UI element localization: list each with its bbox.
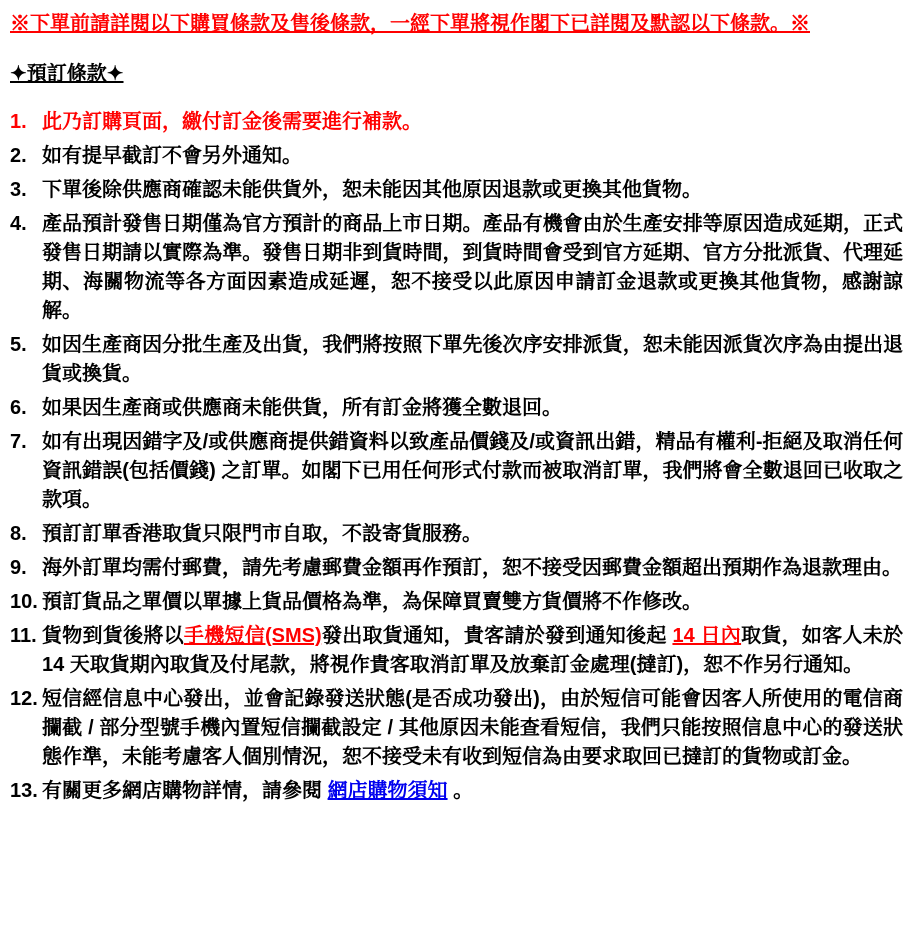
term-segment: 下單後除供應商確認未能供貨外，恕未能因其他原因退款或更換其他貨物。: [42, 179, 702, 201]
terms-list: [8, 108, 903, 806]
term-number: 13.: [10, 780, 38, 802]
term-text: [42, 397, 562, 419]
term-text: [42, 591, 702, 613]
term-segment: 。: [447, 780, 474, 802]
term-number: 4.: [10, 213, 27, 235]
term-item: [8, 331, 903, 389]
term-item: [8, 520, 903, 549]
term-text: [42, 145, 302, 167]
term-number: 5.: [10, 334, 27, 356]
term-number: 6.: [10, 397, 27, 419]
term-segment: 如有出現因錯字及/或供應商提供錯資料以致產品價錢及/或資訊出錯，精品有權利-拒絕及取消任何資訊錯誤(包括價錢) 之訂單。如閣下已用任何形式付款而被取消訂單，我們將會全數退回已收取之款項。: [42, 431, 903, 511]
term-text: [42, 179, 702, 201]
store-shopping-notice-link[interactable]: 網店購物須知: [327, 780, 448, 802]
term-item: [8, 210, 903, 326]
term-segment: 短信經信息中心發出，並會記錄發送狀態(是否成功發出)，由於短信可能會因客人所使用的電信商攔截 / 部分型號手機內置短信攔截設定 / 其他原因未能查看短信，我們只能按照信息中心的發送狀態作準，未能考慮客人個別情況，恕不接受未有收到短信為由要求取回已撻訂的貨物或訂金。: [42, 688, 903, 768]
term-text: [42, 557, 902, 579]
term-text: [42, 111, 422, 133]
term-segment: 貨物到貨後將以: [42, 625, 184, 647]
term-item: [8, 554, 903, 583]
term-number: 10.: [10, 591, 38, 613]
highlight-red-text: 14 日內: [672, 625, 742, 647]
term-item: [8, 777, 903, 806]
term-number: 1.: [10, 111, 27, 133]
term-number: 12.: [10, 688, 38, 710]
purchase-warning-heading: ※下單前請詳閱以下購買條款及售後條款，一經下單將視作閣下已詳閱及默認以下條款。※: [10, 13, 810, 35]
term-text: [42, 431, 903, 511]
term-number: 9.: [10, 557, 27, 579]
term-item: [8, 685, 903, 772]
term-segment: 發出取貨通知，貴客請於發到通知後起: [321, 625, 673, 647]
term-segment: 海外訂單均需付郵費，請先考慮郵費金額再作預訂，恕不接受因郵費金額超出預期作為退款理由。: [42, 557, 902, 579]
term-text: [42, 523, 482, 545]
term-item: [8, 176, 903, 205]
term-number: 8.: [10, 523, 27, 545]
term-segment: 產品預計發售日期僅為官方預計的商品上市日期。產品有機會由於生產安排等原因造成延期，正式發售日期請以實際為準。發售日期非到貨時間，到貨時間會受到官方延期、官方分批派貨、代理延期、海關物流等各方面因素造成延遲，恕不接受以此原因申請訂金退款或更換其他貨物，感謝諒解。: [42, 213, 903, 322]
term-segment: 取貨，如客人未於 14 天取貨期內取貨及付尾款，將視作貴客取消訂單及放棄訂金處理(撻訂)，恕不作另行通知。: [42, 625, 903, 676]
term-text: [42, 334, 903, 385]
term-segment: 如果因生產商或供應商未能供貨，所有訂金將獲全數退回。: [42, 397, 562, 419]
term-item: [8, 142, 903, 171]
term-segment: 如有提早截訂不會另外通知。: [42, 145, 302, 167]
term-segment: 如因生產商因分批生產及出貨，我們將按照下單先後次序安排派貨，恕未能因派貨次序為由提出退貨或換貨。: [42, 334, 903, 385]
term-item: [8, 622, 903, 680]
term-item: [8, 588, 903, 617]
term-number: 2.: [10, 145, 27, 167]
term-segment: 此乃訂購頁面，繳付訂金後需要進行補款。: [42, 111, 422, 133]
term-item: [8, 108, 903, 137]
highlight-red-text: 手機短信(SMS): [183, 625, 322, 647]
term-text: [42, 625, 903, 676]
term-text: [42, 688, 903, 768]
term-number: 3.: [10, 179, 27, 201]
term-item: [8, 394, 903, 423]
term-item: [8, 428, 903, 515]
term-text: [42, 213, 903, 322]
term-number: 7.: [10, 431, 27, 453]
term-segment: 預訂貨品之單價以單據上貨品價格為準，為保障買賣雙方貨價將不作修改。: [42, 591, 702, 613]
term-segment: 有關更多網店購物詳情，請參閱: [42, 780, 328, 802]
preorder-terms-title: ✦預訂條款✦: [10, 63, 124, 85]
term-number: 11.: [10, 625, 37, 647]
term-segment: 預訂訂單香港取貨只限門市自取，不設寄貨服務。: [42, 523, 482, 545]
term-text: [42, 780, 473, 802]
